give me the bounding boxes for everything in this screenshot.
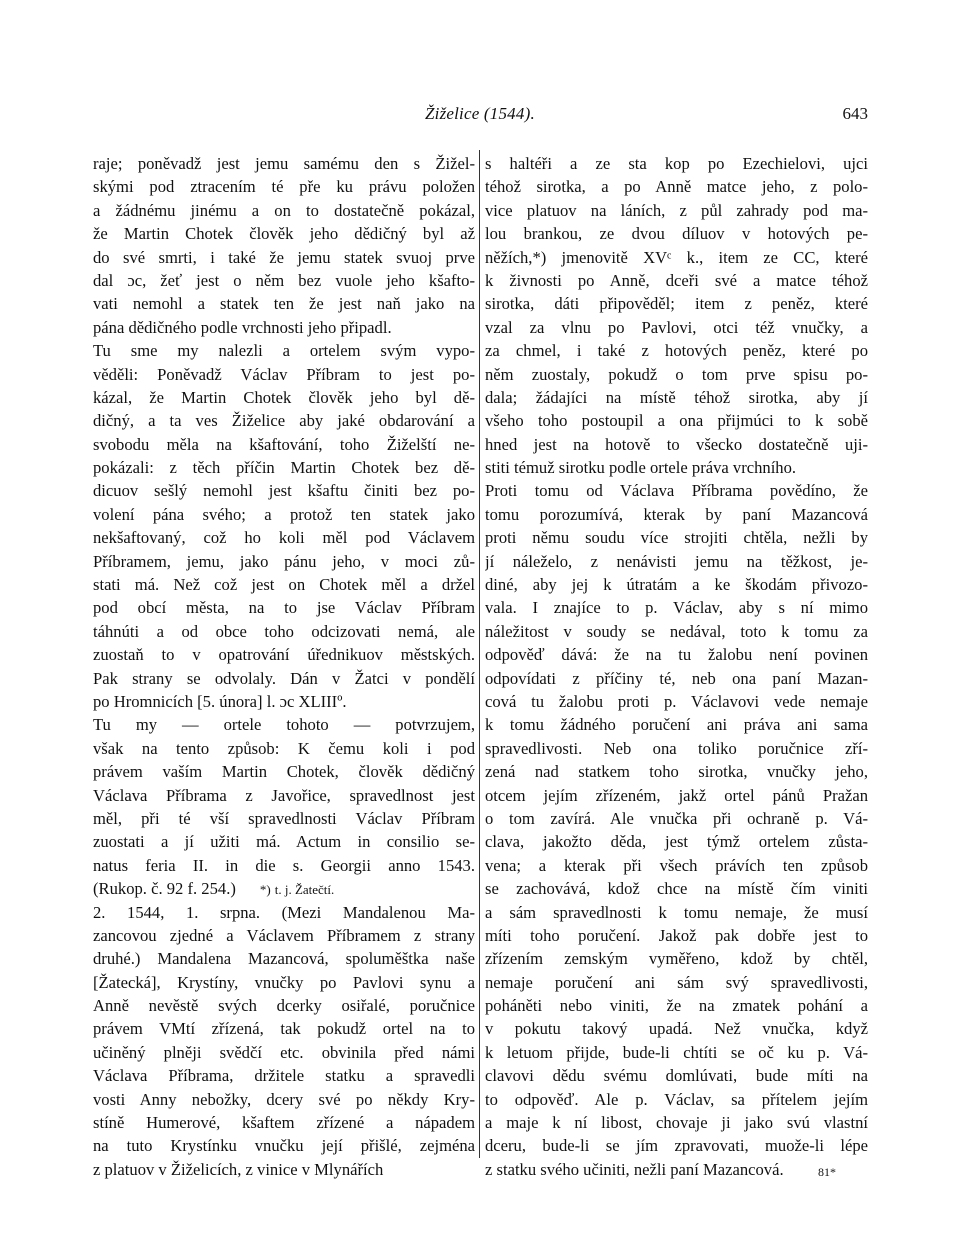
text-line: k tomu žádného poručení ani práva ani sama bbox=[485, 715, 868, 735]
text-line: druhé.) Mandalena Mazancová, spoluměštka naše bbox=[93, 949, 475, 969]
running-title: Žiželice (1544). bbox=[425, 104, 535, 123]
text-line: natus feria II. in die s. Georgii anno 1543. bbox=[93, 855, 475, 875]
text-line: [Žatecká], Krystíny, vnučky po Pavlovi synu a bbox=[93, 972, 475, 992]
text-line: všeho toho postoupil a ona přijmúci to k sobě bbox=[485, 411, 868, 431]
text-line: něm zuostaly, pokudž o tom prve spisu po- bbox=[485, 364, 868, 384]
text-line: měl, při té vší spravedlnosti Václav Příbram bbox=[93, 808, 475, 828]
text-line: kázal, že Martin Chotek člověk jeho byl dě- bbox=[93, 387, 475, 407]
text-line: za chmel, i také z hotových peněz, které po bbox=[485, 341, 868, 361]
text-line: odpověď dává: že na tu žalobu není povinen bbox=[485, 645, 868, 665]
text-line: cová tu žalobu proti p. Václavovi vede nemaje bbox=[485, 691, 868, 711]
text-line: dičný, a ta ves Žiželice aby jaké obdarování a bbox=[93, 411, 475, 431]
text-line: vzal za vlnu po Pavlovi, otci též vnučky, a bbox=[485, 317, 868, 337]
text-line: z platuov v Žiželicích, z vinice v Mlynářích bbox=[93, 1159, 384, 1179]
text-line: jí náleželo, z nenávisti jemu na těžkost, je- bbox=[485, 551, 868, 571]
text-line: svobodu měla na kšaftování, toho Žiželští ne- bbox=[93, 434, 475, 454]
text-line: vice platuov na láních, z půl zahrady pod ma- bbox=[485, 200, 868, 220]
text-line: právem vaším Martin Chotek, člověk dědičný bbox=[93, 762, 475, 782]
text-line: k letuom přijde, bude-li chtíti se oč ku p. Vá- bbox=[485, 1042, 868, 1062]
text-line: o tom zavírá. Ale vnučka při ochraně p. Vá- bbox=[485, 808, 868, 828]
text-line: míti toho poručení. Jakož pak dobře jest to bbox=[485, 925, 868, 945]
text-line: poháněti nebo viniti, že na zmatek pohání a bbox=[485, 996, 868, 1016]
text-line: Tu sme my nalezli a ortelem svým vypo- bbox=[93, 341, 475, 361]
text-line bbox=[93, 877, 475, 900]
text-line: v pokutu takový upadá. Než vnučka, když bbox=[485, 1019, 868, 1039]
footnote-mark: *) bbox=[259, 882, 271, 898]
text-line: lou brankou, ze dvou díluov v hotových pe- bbox=[485, 224, 868, 244]
text-line: vala. I znajíce to p. Václav, aby s ní mimo bbox=[485, 598, 868, 618]
text-line: zřízením zemským vyměřeno, kdož by chtěl, bbox=[485, 949, 868, 969]
text-line: Příbramem, jemu, jako pánu jeho, v moci zů- bbox=[93, 551, 475, 571]
text-line: proti němu soudu více strojiti chtěla, nežli by bbox=[485, 528, 868, 548]
running-header bbox=[0, 104, 960, 134]
text-line: hned jest na hotově to všecko dostatečně uji- bbox=[485, 434, 868, 454]
text-line: 2. 1544, 1. srpna. (Mezi Mandalenou Ma- bbox=[93, 902, 475, 922]
text-line: učiněný plněji svědčí etc. obvinila před námi bbox=[93, 1042, 475, 1062]
text-line: vena; a kterak při všech právích ten způsob bbox=[485, 855, 868, 875]
text-line: po Hromnicích [5. února] l. ɔc XLIIIº. bbox=[93, 691, 347, 711]
text-line: zancovou zjedné a Václavem Příbramem z strany bbox=[93, 925, 475, 945]
text-line: stíně Humerové, kšaftem zřízené a nápadem bbox=[93, 1113, 475, 1133]
text-line: pokázali: z těch příčin Martin Chotek bez dě- bbox=[93, 458, 475, 478]
right-column bbox=[485, 152, 868, 1181]
text-line: volení pána svého; a protož ten statek jako bbox=[93, 504, 475, 524]
text-line: a maje k ní libost, chovaje ji jako svú vlastní bbox=[485, 1113, 868, 1133]
left-column bbox=[93, 152, 475, 1181]
text-line: tomu porozumívá, kterak by paní Mazancová bbox=[485, 504, 868, 524]
text-line: spravedlivosti. Neb ona toliko poručnice zří- bbox=[485, 738, 868, 758]
text-line: Proti tomu od Václava Příbrama povědíno, že bbox=[485, 481, 868, 501]
text-line: stati má. Než což jest on Chotek měl a držel bbox=[93, 575, 475, 595]
signature-mark: 81* bbox=[818, 1165, 836, 1179]
text-line: vati nemohl a statek ten že jest naň jako na bbox=[93, 294, 475, 314]
text-line: právem VMtí zřízená, tak pokudž ortel na to bbox=[93, 1019, 475, 1039]
text-line: Anně nevěstě svých dcerky osiřalé, poručnice bbox=[93, 996, 475, 1016]
text-line: téhož sirotka, a po Anně matce jeho, z polo- bbox=[485, 177, 868, 197]
text-line: že Martin Chotek člověk jeho dědičný byl až bbox=[93, 224, 475, 244]
text-line: a sám spravedlnosti k tomu nemaje, že musí bbox=[485, 902, 868, 922]
text-line: sirotka, dáti připověděl; item z peněz, které bbox=[485, 294, 868, 314]
text-line: z statku svého učiniti, nežli paní Mazancová. bbox=[485, 1159, 784, 1179]
line-text: (Rukop. č. 92 f. 254.) bbox=[93, 879, 236, 899]
text-line: k živnosti po Anně, dceři své a matce téhož bbox=[485, 270, 868, 290]
text-line: stiti témuž sirotku podle ortele práva vrchního. bbox=[485, 458, 797, 478]
text-line: odpovídati z příčiny té, neb ona paní Mazan- bbox=[485, 668, 868, 688]
text-line: věděli: Poněvadž Václav Příbram to jest po- bbox=[93, 364, 475, 384]
text-line: do své smrti, i také že jemu statek svuoj prve bbox=[93, 247, 475, 267]
text-line: diné, aby jej k útratám a ke škodám přivozo- bbox=[485, 575, 868, 595]
text-line: a žádnému jinému a on to dostatečně pokázal, bbox=[93, 200, 475, 220]
text-line: s haltéři a ze sta kop po Ezechielovi, ujci bbox=[485, 154, 868, 173]
text-line: dicuov sešlý nemohl jest kšaftu činiti bez po- bbox=[93, 481, 475, 501]
footnote-text: t. j. Žatečtí. bbox=[274, 882, 335, 898]
text-line: nekšaftovaný, což ho koli měl pod Václavem bbox=[93, 528, 475, 548]
text-line: něžích,*) jmenovitě XVᶜ k., item ze CC, které bbox=[485, 247, 868, 267]
text-line: Václava Příbrama z Javořice, spravedlnost jest bbox=[93, 785, 475, 805]
text-line: zuostaň to v opatrování úřednikuov městských. bbox=[93, 645, 475, 665]
text-line: se zachovává, kdož chce na místě čím viniti bbox=[485, 879, 868, 899]
text-line: raje; poněvadž jest jemu samému den s Žižel- bbox=[93, 154, 475, 173]
text-line: pod obcí města, na to jse Václav Příbram bbox=[93, 598, 475, 618]
text-line: otcem jejím zřízeném, jakž ortel pánů Pražan bbox=[485, 785, 868, 805]
text-line: zuostati a jí užiti má. Actum in consilio se- bbox=[93, 832, 475, 852]
text-line: nemaje poručení ani sám svý spravedlivosti, bbox=[485, 972, 868, 992]
text-line: Tu my — ortele tohoto — potvrzujem, bbox=[93, 715, 475, 735]
text-line: však na tento způsob: K čemu koli i pod bbox=[93, 738, 475, 758]
text-line: náležitost v soudy se nedával, toto k tomu za bbox=[485, 621, 868, 641]
text-line: dala; žádajíci na místě téhož sirotka, aby jí bbox=[485, 387, 868, 407]
text-line: skými pod ztracením té pře ku právu položen bbox=[93, 177, 475, 197]
text-line: pána dědičného podle vrchnosti jeho připadl. bbox=[93, 317, 392, 337]
text-line: clavovi dědu svému domlúvati, bude míti na bbox=[485, 1066, 868, 1086]
text-line: zená nad statkem toho sirotka, vnučky jeho, bbox=[485, 762, 868, 782]
text-line: vosti Anny nebožky, dcery své po někdy Kry- bbox=[93, 1089, 475, 1109]
text-line: na tuto Krystínku vnučku její přišlé, zejména bbox=[93, 1136, 475, 1156]
column-divider bbox=[479, 150, 480, 1158]
page-number: 643 bbox=[842, 104, 868, 123]
text-line: Václava Příbrama, držitele statku a spravedli bbox=[93, 1066, 475, 1086]
text-line: to odpověď. Ale p. Václav, sa přítelem jejím bbox=[485, 1089, 868, 1109]
text-line: dal ɔc, žeť jest o něm bez vuole jeho kšafto- bbox=[93, 270, 475, 290]
text-line: Pak strany se odvolaly. Dán v Žatci v pondělí bbox=[93, 668, 475, 688]
text-line: dceru, bude-li se jím zpravovati, muože-li lépe bbox=[485, 1136, 868, 1156]
text-line: táhnúti a od obce toho odcizovati nemá, ale bbox=[93, 621, 475, 641]
text-line: clava, jakožto děda, jest týmž ortelem zůsta- bbox=[485, 832, 868, 852]
